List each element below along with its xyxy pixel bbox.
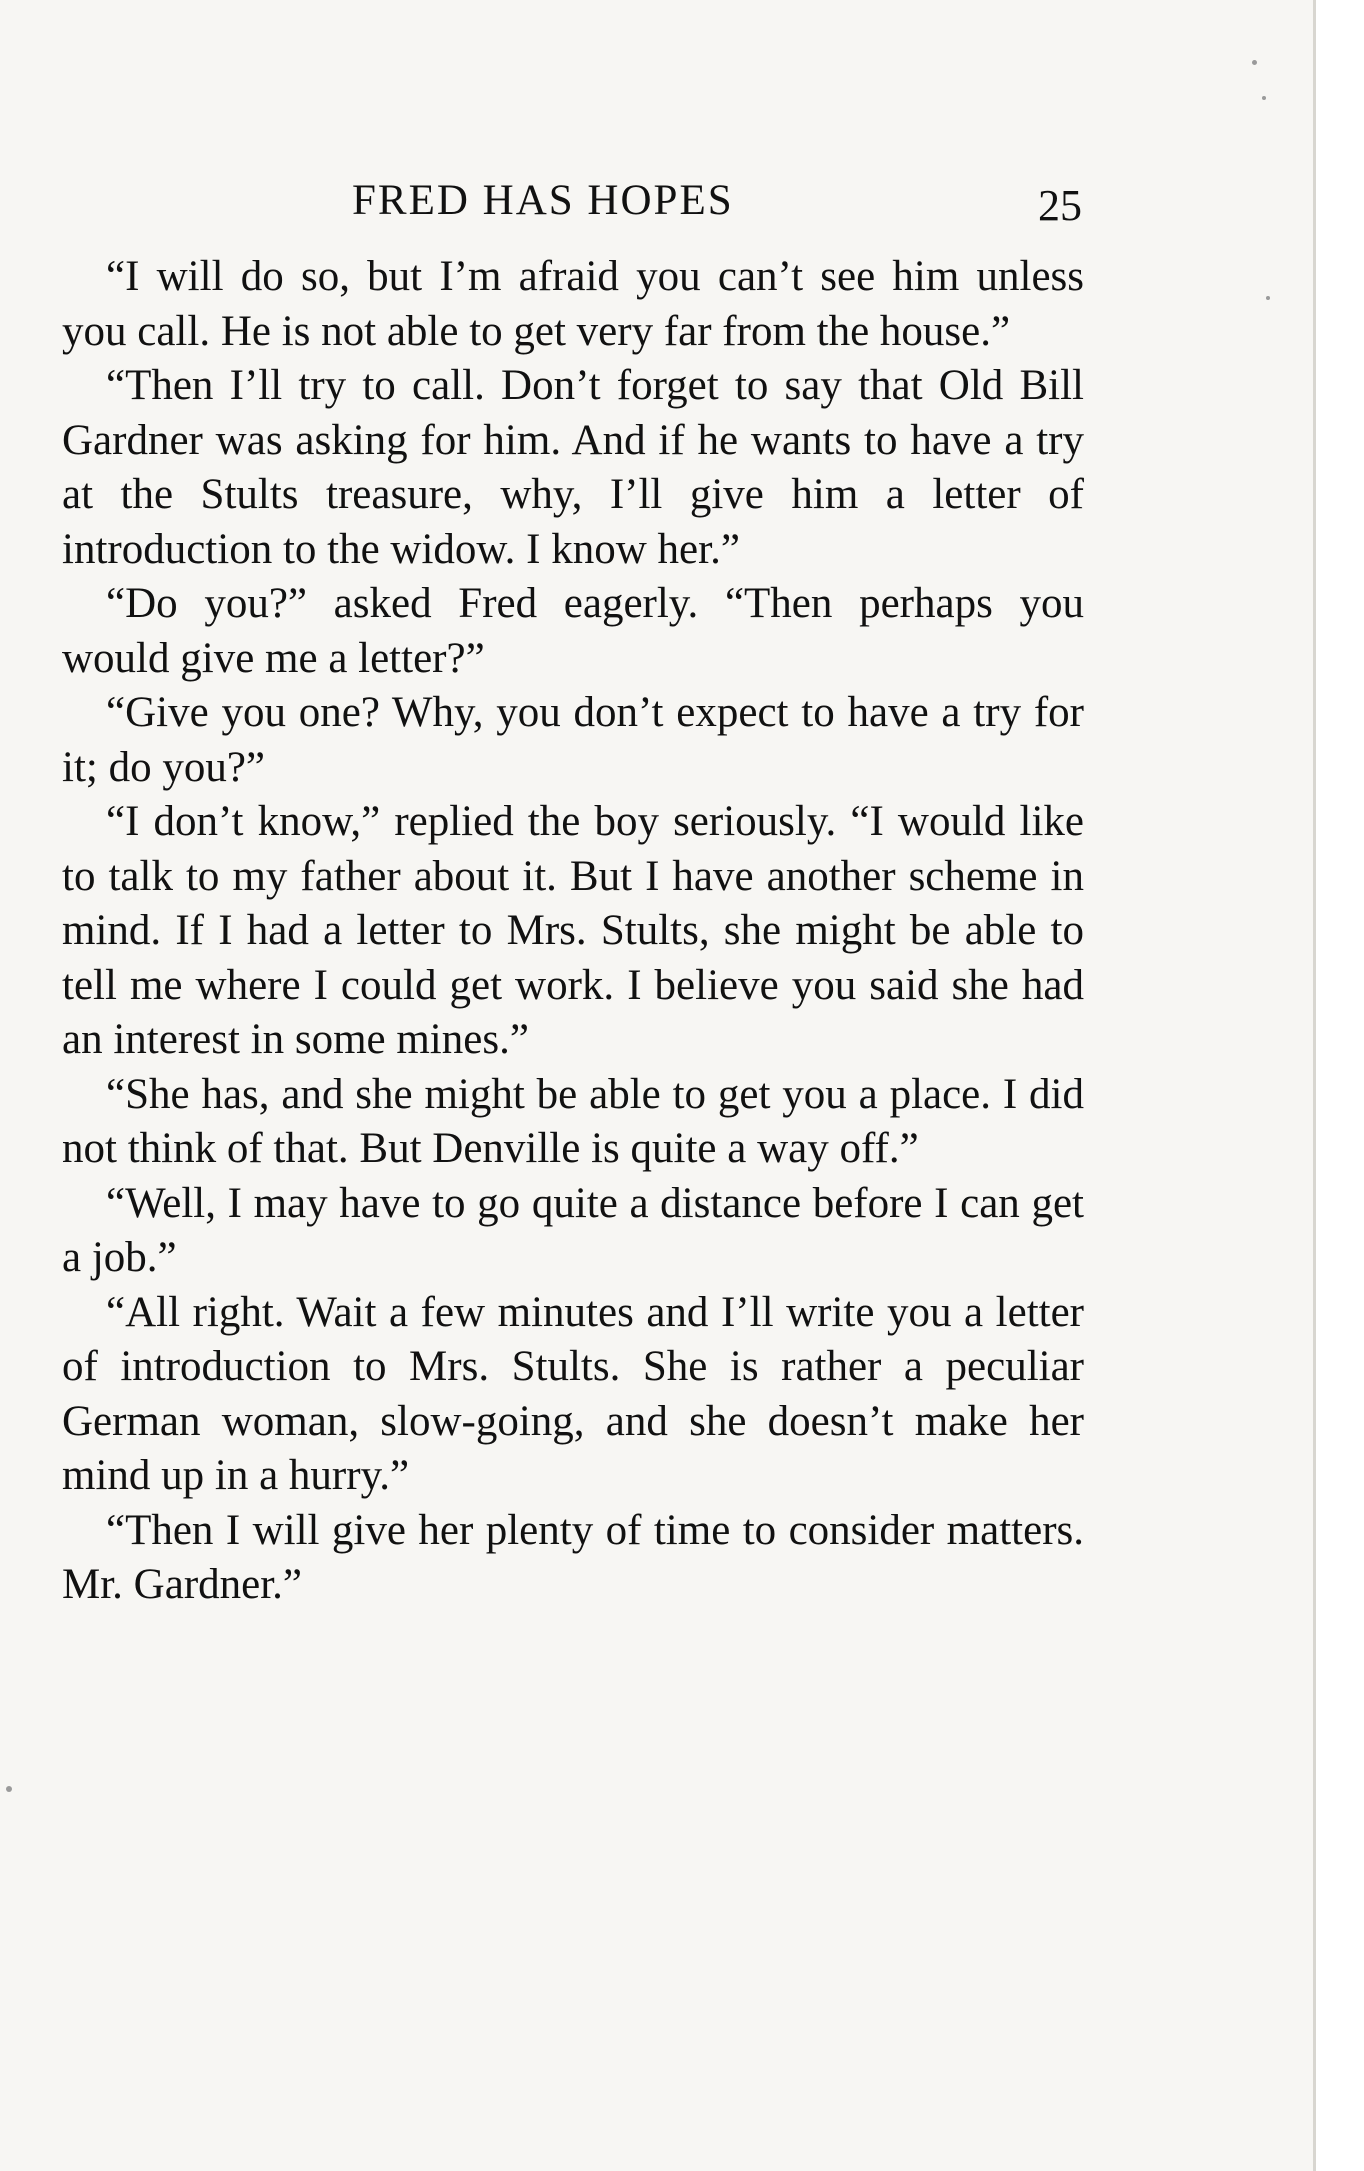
print-speck <box>1266 296 1270 300</box>
paragraph-7: “Well, I may have to go quite a distance before I can get a job.” <box>62 1179 1084 1281</box>
paragraph-5: “I don’t know,” replied the boy seriously. “I would like to talk to my father about it. But I have another scheme in mind. If I had a letter to Mrs. Stults, she might be able to tell me where I could get work. I believe you said she had an interest in some mines.” <box>62 798 1084 1063</box>
paragraph-8: “All right. Wait a few minutes and I’ll write you a letter of introduction to Mrs. Stults. She is rather a peculiar German woman, slow-going, and she doesn’t make her mind up in a hurry.” <box>62 1288 1084 1499</box>
page-header <box>62 176 1090 236</box>
page-edge <box>1313 0 1364 2171</box>
print-speck <box>6 1786 12 1792</box>
print-speck <box>1262 96 1266 100</box>
paragraph-2: “Then I’ll try to call. Don’t forget to say that Old Bill Gardner was asking for him. And if he wants to have a try at the Stults treasure, why, I’ll give him a letter of introduction to the widow. I know her.” <box>62 362 1084 573</box>
running-title: FRED HAS HOPES <box>352 177 734 224</box>
paragraph-1: “I will do so, but I’m afraid you can’t see him unless you call. He is not able to get very far from the house.” <box>62 253 1084 355</box>
paragraph-6: “She has, and she might be able to get you a place. I did not think of that. But Denville is quite a way off.” <box>62 1070 1084 1172</box>
body-text <box>62 250 1084 1613</box>
paragraph-3: “Do you?” asked Fred eagerly. “Then perhaps you would give me a letter?” <box>62 580 1084 682</box>
page-number: 25 <box>1038 181 1082 230</box>
paragraph-9: “Then I will give her plenty of time to consider matters. Mr. Gardner.” <box>62 1506 1084 1608</box>
paragraph-4: “Give you one? Why, you don’t expect to have a try for it; do you?” <box>62 689 1084 791</box>
print-speck <box>1252 60 1257 65</box>
